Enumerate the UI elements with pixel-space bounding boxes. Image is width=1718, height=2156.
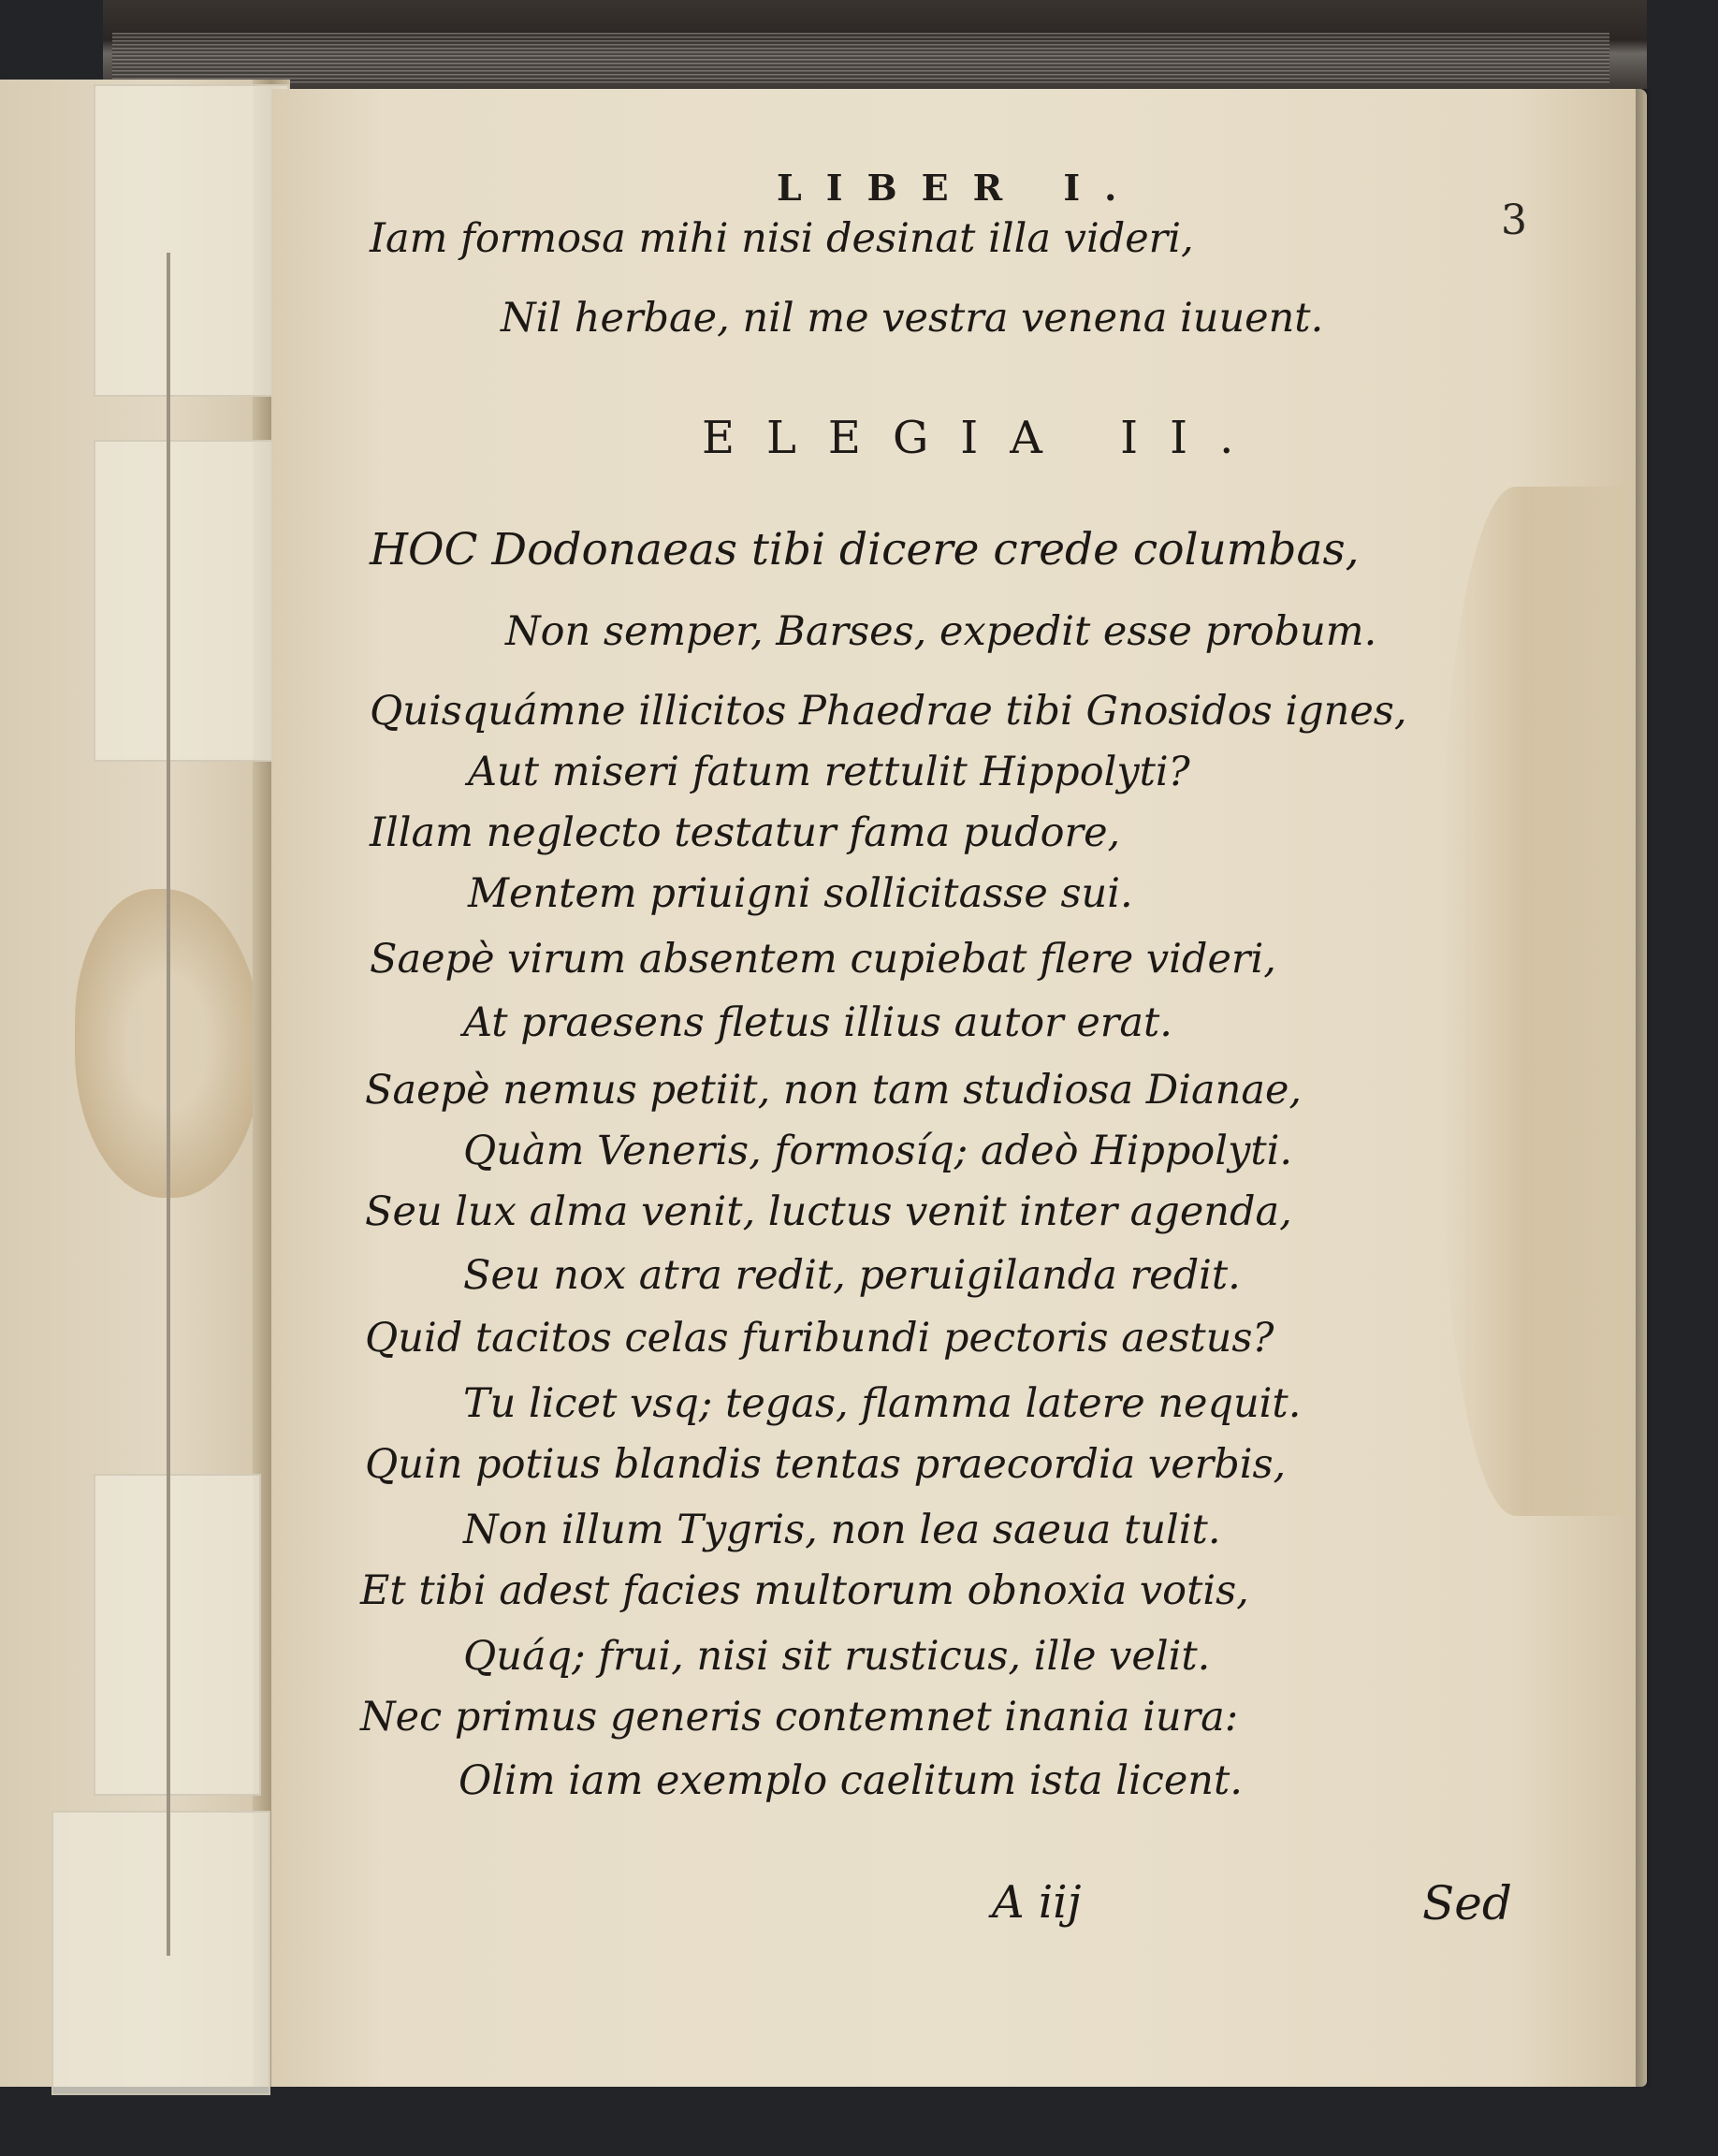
verse-line: Nil herbae, nil me vestra venena iuuent. xyxy=(501,295,1324,342)
verse-line: Quáq; frui, nisi sit rusticus, ille velit. xyxy=(463,1633,1211,1680)
section-title: ELEGIA II. xyxy=(702,412,1266,464)
verse-line: Et tibi adest facies multorum obnoxia votis, xyxy=(360,1567,1249,1614)
verse-line: Non semper, Barses, expedit esse probum. xyxy=(505,608,1377,655)
verse-line: Quisquámne illicitos Phaedrae tibi Gnosidos ignes, xyxy=(370,688,1407,735)
binding-tape xyxy=(51,1811,270,2095)
verse-line: Seu lux alma venit, luctus venit inter agenda, xyxy=(365,1188,1292,1235)
verse-line: Mentem priuigni sollicitasse sui. xyxy=(468,870,1133,917)
binding-tape xyxy=(94,84,289,397)
verse-line: Olim iam exemplo caelitum ista licent. xyxy=(459,1757,1243,1804)
page-edge-shadow xyxy=(1636,89,1652,2087)
verse-line: Iam formosa mihi nisi desinat illa videri, xyxy=(370,215,1194,262)
signature-mark: A iij xyxy=(992,1876,1082,1929)
page-number: 3 xyxy=(1501,197,1527,244)
verse-line: Quid tacitos celas furibundi pectoris aestus? xyxy=(365,1315,1274,1362)
verse-line: Quin potius blandis tentas praecordia verbis, xyxy=(365,1441,1287,1488)
verse-line: Saepè virum absentem cupiebat flere videri, xyxy=(370,936,1276,983)
binding-tape xyxy=(94,440,289,762)
verse-line: Non illum Tygris, non lea saeua tulit. xyxy=(463,1507,1221,1553)
verse-line: Tu licet vsq; tegas, flamma latere nequit. xyxy=(463,1380,1302,1427)
catchword: Sed xyxy=(1422,1876,1512,1930)
verse-line: Quàm Veneris, formosíq; adeò Hippolyti. xyxy=(463,1128,1293,1174)
page-edges xyxy=(112,33,1609,84)
running-head: LIBER I. xyxy=(777,167,1142,209)
binding-tape xyxy=(94,1474,261,1796)
verse-line: Seu nox atra redit, peruigilanda redit. xyxy=(463,1252,1241,1299)
verse-line: Nec primus generis contemnet inania iura: xyxy=(360,1694,1239,1741)
verse-line: HOC Dodonaeas tibi dicere crede columbas, xyxy=(370,524,1360,575)
verse-line: Illam neglecto testatur fama pudore, xyxy=(370,809,1121,856)
verse-line: Saepè nemus petiit, non tam studiosa Dianae, xyxy=(365,1067,1303,1114)
binding-thread xyxy=(167,253,170,1956)
verse-line: At praesens fletus illius autor erat. xyxy=(463,999,1172,1046)
water-stain-right xyxy=(1441,487,1628,1516)
verse-line: Aut miseri fatum rettulit Hippolyti? xyxy=(468,749,1190,795)
